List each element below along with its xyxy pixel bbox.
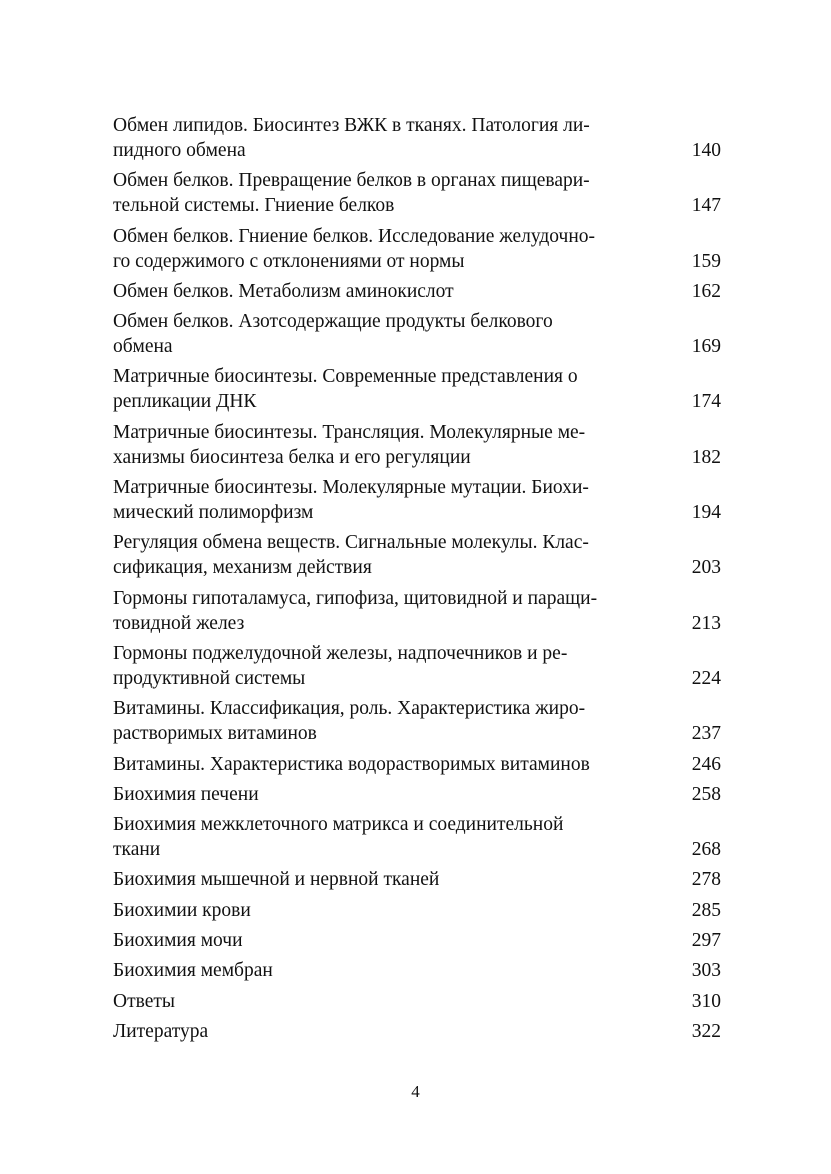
toc-entry-title: Матричные биосинтезы. Молекулярные мутации. Биохи- мический полиморфизм	[113, 477, 589, 524]
toc-entry[interactable]	[113, 782, 721, 807]
toc-entry-title: Биохимия мышечной и нервной тканей	[113, 869, 440, 891]
toc-entry-title: Обмен белков. Гниение белков. Исследование желудочно- го содержимого с отклонениями от нормы	[113, 225, 596, 272]
toc-entry[interactable]	[113, 586, 721, 636]
toc-entry-page: 203	[691, 557, 721, 579]
toc-entry[interactable]	[113, 168, 721, 218]
toc-entry-title: Гормоны гипоталамуса, гипофиза, щитовидной и паращи- товидной желез	[113, 587, 598, 634]
toc-entry[interactable]	[113, 989, 721, 1014]
toc-entry[interactable]	[113, 1019, 721, 1044]
toc-entry-page: 322	[691, 1020, 721, 1042]
toc-entry-title: Обмен белков. Азотсодержащие продукты белкового обмена	[113, 311, 553, 358]
toc-entry-page: 147	[691, 195, 721, 217]
page-number: 4	[411, 1082, 420, 1101]
toc-entry-page: 174	[691, 391, 721, 413]
toc-entry-page: 213	[691, 612, 721, 634]
toc-entry[interactable]	[113, 812, 721, 862]
toc-entry[interactable]	[113, 309, 721, 359]
toc-entry[interactable]	[113, 224, 721, 274]
toc-entry-title: Матричные биосинтезы. Трансляция. Молекулярные ме- ханизмы биосинтеза белка и его регуляции	[113, 421, 586, 468]
toc-entry[interactable]	[113, 641, 721, 691]
toc-entry-page: 303	[691, 960, 721, 982]
toc-entry-page: 246	[691, 753, 721, 775]
toc-entry-title: Литература	[113, 1020, 209, 1042]
toc-entry-page: 194	[691, 502, 721, 524]
toc-entry[interactable]	[113, 696, 721, 746]
toc-entry-title: Гормоны поджелудочной железы, надпочечников и ре- продуктивной системы	[113, 642, 568, 689]
toc-entry-page: 140	[691, 140, 721, 161]
toc-entry[interactable]	[113, 420, 721, 470]
toc-entry[interactable]	[113, 928, 721, 953]
toc-entry-page: 278	[691, 869, 721, 891]
toc-entry-page: 310	[691, 990, 721, 1012]
toc-entry-title: Биохимия печени	[113, 783, 259, 805]
toc-entry-title: Ответы	[113, 990, 175, 1012]
toc-entry-page: 258	[691, 783, 721, 805]
toc-entry-title: Обмен белков. Превращение белков в органах пищевари- тельной системы. Гниение белков	[113, 170, 590, 217]
toc-entry-page: 268	[691, 839, 721, 861]
toc-entry[interactable]	[113, 958, 721, 983]
toc-entry-title: Регуляция обмена веществ. Сигнальные молекулы. Клас- сификация, механизм действия	[113, 532, 589, 579]
toc-entry-page: 224	[691, 667, 721, 689]
toc-entry-title: Биохимии крови	[113, 899, 251, 921]
toc-entry[interactable]	[113, 279, 721, 304]
toc-entry-title: Витамины. Характеристика водорастворимых витаминов	[113, 753, 590, 775]
toc-entry-page: 182	[691, 446, 721, 468]
toc-entry-page: 159	[691, 250, 721, 272]
toc-entry-page: 285	[691, 899, 721, 921]
toc-entry-page: 297	[691, 930, 721, 952]
toc-entry[interactable]	[113, 752, 721, 777]
table-of-contents	[113, 113, 721, 1049]
toc-entry-title: Биохимия межклеточного матрикса и соединительной ткани	[113, 814, 564, 861]
toc-entry-page: 169	[691, 336, 721, 358]
toc-entry-title: Матричные биосинтезы. Современные представления о репликации ДНК	[113, 366, 578, 413]
toc-entry[interactable]	[113, 364, 721, 414]
toc-entry-title: Обмен липидов. Биосинтез ВЖК в тканях. Патология ли- пидного обмена	[113, 115, 590, 161]
toc-entry[interactable]	[113, 530, 721, 580]
toc-entry-title: Обмен белков. Метаболизм аминокислот	[113, 280, 454, 302]
toc-entry-title: Биохимия мочи	[113, 930, 243, 952]
toc-entry-title: Витамины. Классификация, роль. Характеристика жиро- растворимых витаминов	[113, 698, 586, 745]
toc-entry[interactable]	[113, 113, 721, 163]
toc-entry[interactable]	[113, 867, 721, 892]
toc-entry-page: 162	[691, 280, 721, 302]
toc-entry-title: Биохимия мембран	[113, 960, 273, 982]
toc-entry[interactable]	[113, 475, 721, 525]
toc-entry-page: 237	[691, 723, 721, 745]
toc-entry[interactable]	[113, 898, 721, 923]
